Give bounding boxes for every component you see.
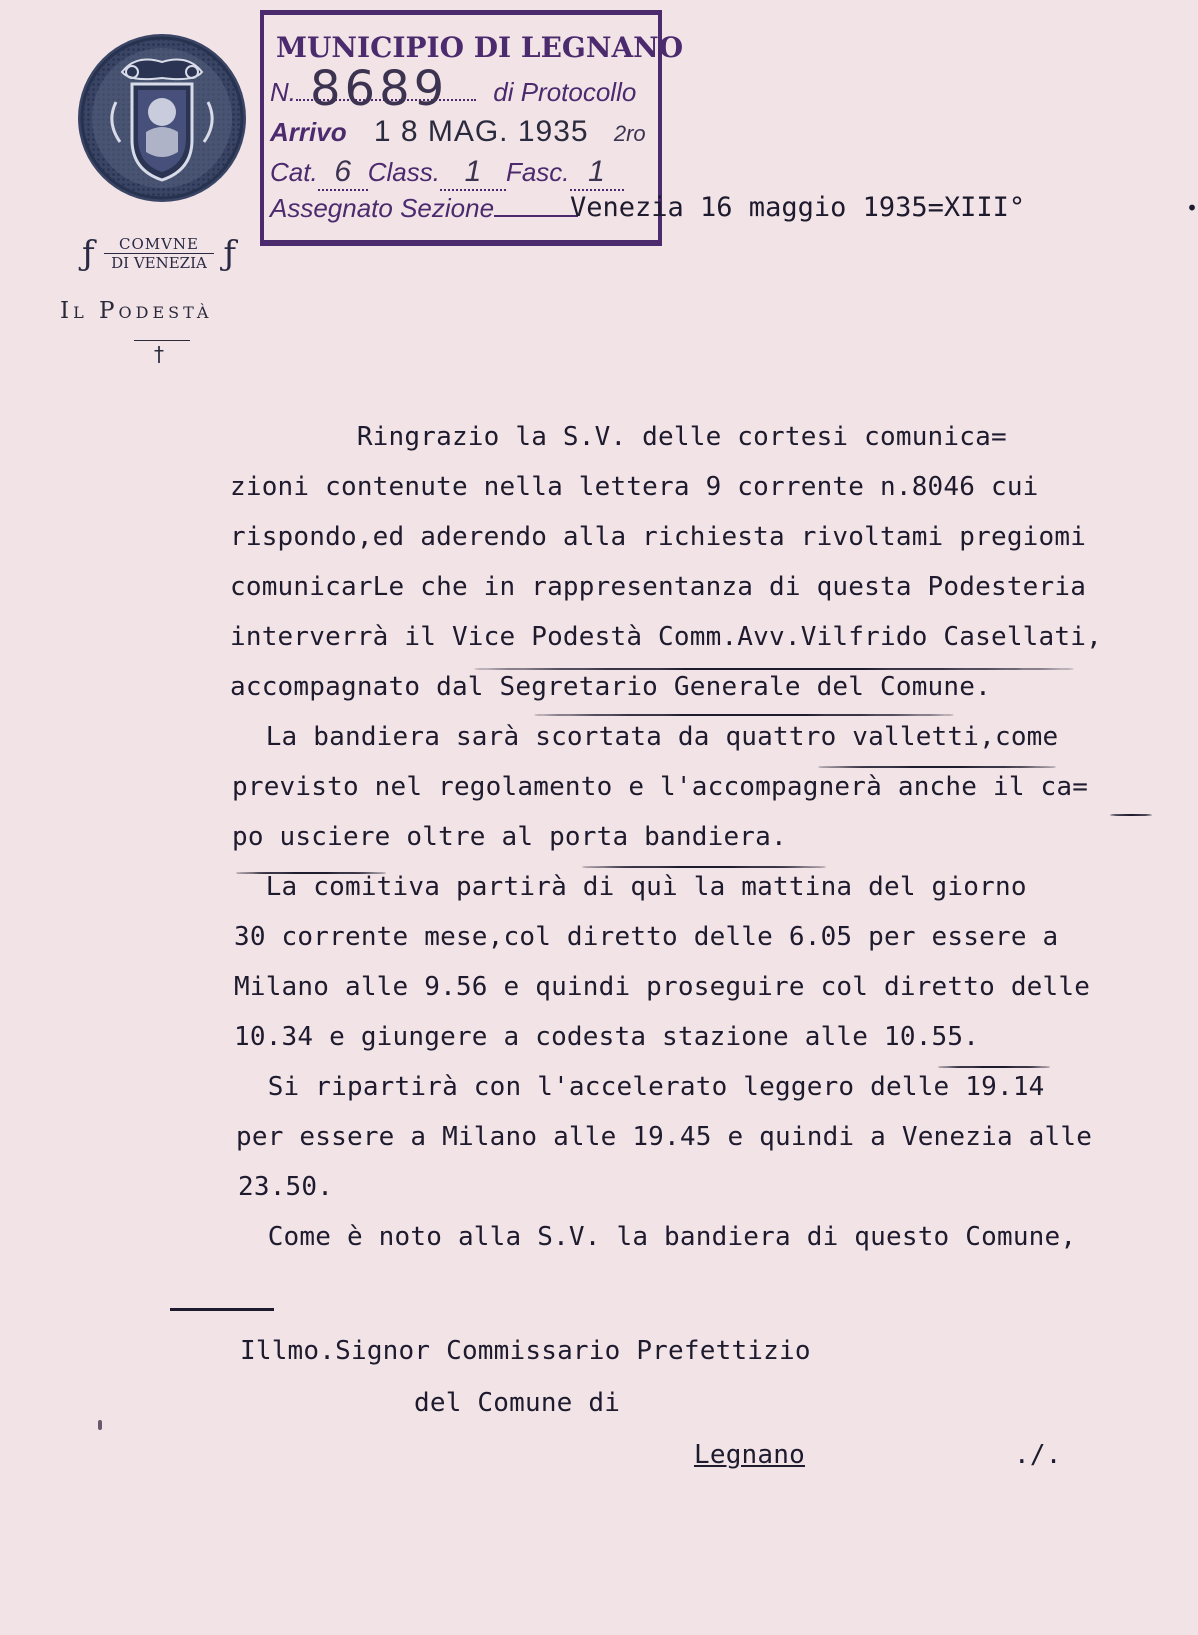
venice-seal-icon [76,32,248,204]
separator-line [170,1308,274,1311]
underline-vice-podesta [474,668,1074,670]
stamp-protocollo-label: di Protocollo [493,77,637,107]
continuation-mark: ./. [1014,1440,1062,1470]
podesta-cross-icon: † [154,342,164,366]
stamp-n-label: N. [270,77,296,107]
stamp-fasc-label: Fasc. [505,157,570,187]
stamp-cat-value: 6 [334,155,352,188]
address-city: Legnano [694,1440,805,1470]
stamp-arrivo-row [270,115,646,149]
address-line-1: Illmo.Signor Commissario Prefettizio [240,1336,811,1366]
stamp-class-value: 1 [464,155,482,188]
body-line: Come è noto alla S.V. la bandiera di questo Comune, [236,1222,1077,1252]
body-line: accompagnato dal Segretario Generale del Comune. [230,672,991,702]
body-line: La bandiera sarà scortata da quattro valletti,come [234,722,1059,752]
body-line: 30 corrente mese,col diretto delle 6.05 per essere a [234,922,1059,952]
podesta-heading: Il Podestà [60,298,213,324]
underline-valletti [818,766,1056,768]
body-line: po usciere oltre al porta bandiera. [232,822,787,852]
underline-porta-bandiera [582,866,826,868]
underline-segretario [534,714,954,716]
body-line: interverrà il Vice Podestà Comm.Avv.Vilfrido Casellati, [230,622,1102,652]
comune-di-venezia-cartouche [82,232,236,280]
stamp-arrivo-date: 1 8 MAG. 1935 [373,115,589,148]
stamp-fasc-value: 1 [588,155,605,188]
body-line: 23.50. [238,1172,334,1202]
scroll-left-icon: ƒ [82,234,95,274]
stamp-sezione-row [270,193,578,224]
body-line: Milano alle 9.56 e quindi proseguire col diretto delle [234,972,1091,1002]
venezia-line: DI VENEZIA [104,253,214,272]
underline-time [938,1066,1050,1068]
date-line: Venezia 16 maggio 1935=XIII° [570,192,1026,223]
body-line: Si ripartirà con l'accelerato leggero delle 19.14 [236,1072,1045,1102]
stamp-class-label: Class. [367,157,440,187]
body-line: comunicarLe che in rappresentanza di questa Podesteria [230,572,1087,602]
body-line: rispondo,ed aderendo alla richiesta rivoltami pregiomi [230,522,1087,552]
margin-dot: • [1186,196,1198,220]
stamp-protocol-number: 8689 [310,61,449,117]
body-line: Ringrazio la S.V. delle cortesi comunica= [230,422,1007,452]
scroll-right-icon: ƒ [223,234,236,274]
stamp-category-row [270,155,624,191]
body-line: 10.34 e giungere a codesta stazione alle 10.55. [234,1022,980,1052]
stamp-arrivo-label: Arrivo [270,117,347,147]
stamp-cat-label: Cat. [270,157,318,187]
comune-line: COMVNE [118,235,200,253]
stamp-arrivo-mark: 2ro [613,121,646,146]
stamp-sezione-label: Assegnato Sezione [270,193,495,223]
stamp-title: MUNICIPIO DI LEGNANO [276,31,684,64]
podesta-rule [134,340,190,341]
underline-ca [1110,814,1152,816]
body-line: per essere a Milano alle 19.45 e quindi a Venezia alle [236,1122,1093,1152]
body-line: La comitiva partirà di quì la mattina del giorno [234,872,1027,902]
body-line: previsto nel regolamento e l'accompagnerà anche il ca= [232,772,1089,802]
body-line: zioni contenute nella lettera 9 corrente n.8046 cui [230,472,1039,502]
underline-usciere [236,872,386,874]
margin-mark [98,1420,102,1430]
address-line-2: del Comune di [414,1388,621,1418]
